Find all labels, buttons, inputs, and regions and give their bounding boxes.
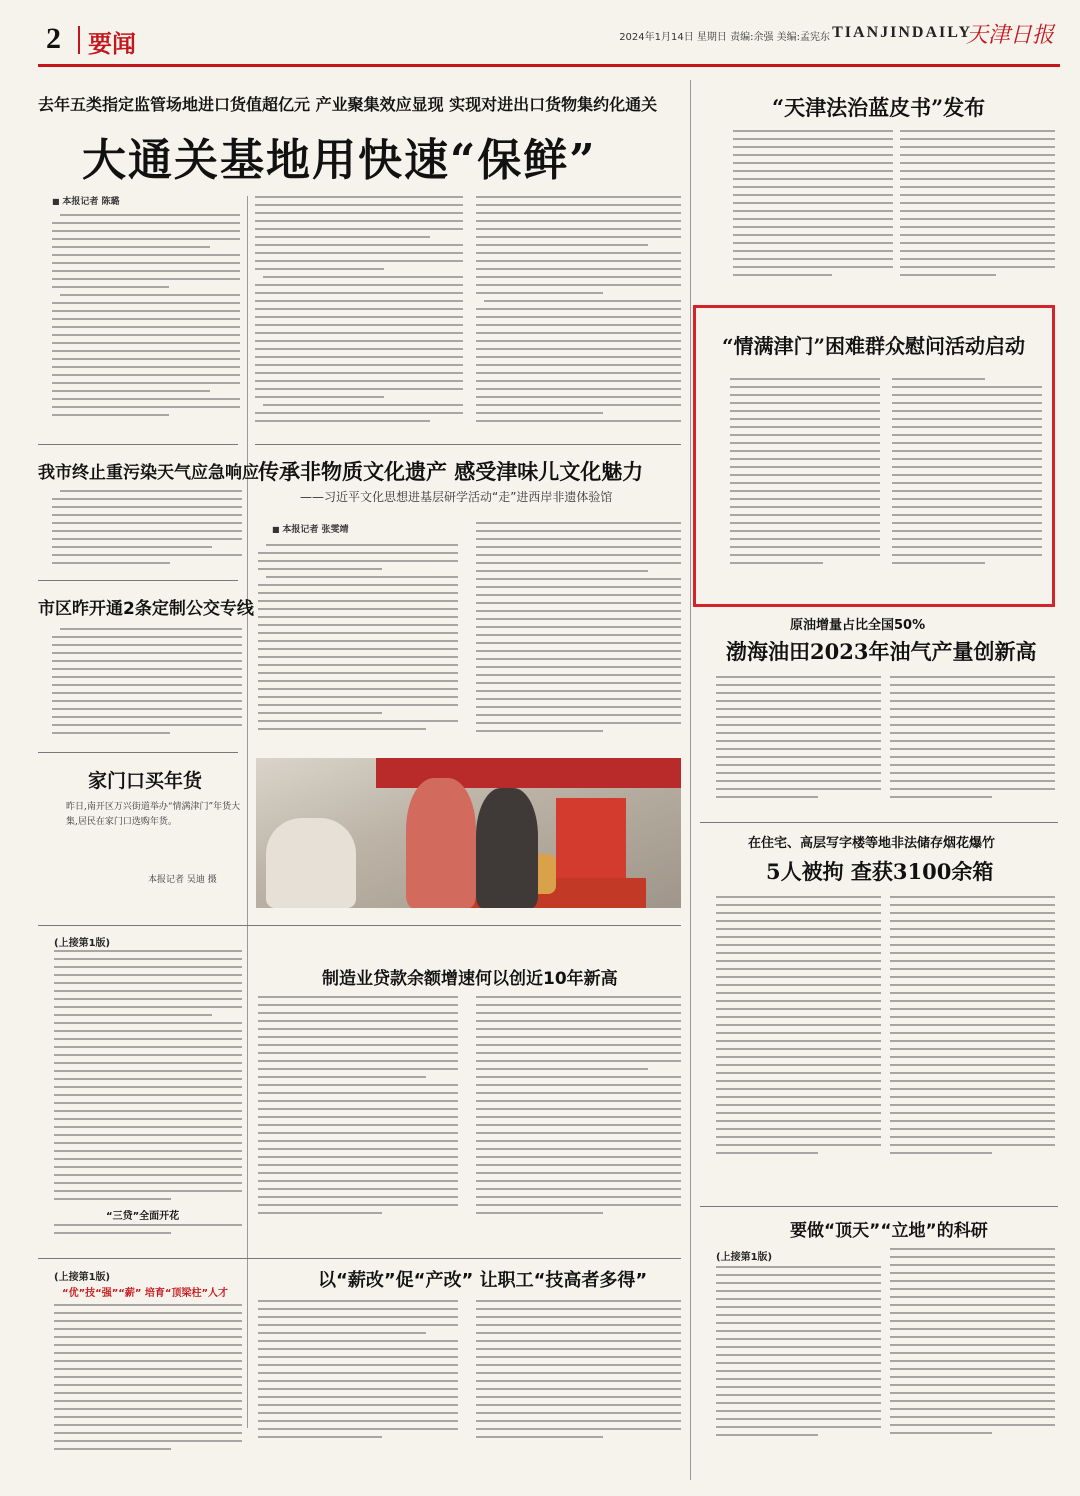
continued-label: (上接第1版) <box>716 1252 773 1263</box>
lead-text-col2 <box>255 196 463 428</box>
highlight-title: “情满津门”困难群众慰问活动启动 <box>722 334 1026 358</box>
continued-label: (上接第1版) <box>54 1272 111 1283</box>
section-rule <box>255 444 681 445</box>
fireworks-text-col1 <box>716 896 881 1160</box>
continued-text <box>54 950 242 1206</box>
masthead-logo: 天津日报 <box>965 23 1054 48</box>
story-bus-title: 市区昨开通2条定制公交专线 <box>38 599 254 619</box>
bluebook-title: “天津法治蓝皮书”发布 <box>772 95 986 120</box>
research-title: 要做“顶天”“立地”的科研 <box>790 1221 988 1241</box>
section-rule <box>700 822 1058 823</box>
header-rule <box>38 64 1060 67</box>
section-rule <box>38 444 238 445</box>
fireworks-kicker: 在住宅、高层写字楼等地非法储存烟花爆竹 <box>748 836 996 851</box>
page-header <box>38 18 1060 62</box>
oil-text-col2 <box>890 676 1055 804</box>
section-name: 要闻 <box>88 30 136 58</box>
bluebook-text-col2 <box>900 130 1055 282</box>
lead-byline: ■ 本报记者 陈璐 <box>52 194 119 207</box>
oil-headline: 渤海油田2023年油气产量创新高 <box>726 639 1037 664</box>
section-rule <box>38 752 238 753</box>
loan-text-col1 <box>258 996 458 1220</box>
loan-text-col2 <box>476 996 681 1220</box>
bluebook-text-col1 <box>733 130 893 282</box>
photo-credit: 本报记者 吴迪 摄 <box>148 875 217 885</box>
story-bus-text <box>52 628 242 740</box>
highlight-text-col1 <box>730 378 880 570</box>
section-rule <box>38 580 238 581</box>
sub-head-talent: “优”技“强”“薪” 培育“顶梁柱”人才 <box>62 1288 229 1299</box>
lead-kicker: 去年五类指定监管场地进口货值超亿元 产业聚集效应显现 实现对进出口货物集约化通关 <box>38 95 658 114</box>
photo-person <box>406 778 476 908</box>
oil-kicker: 原油增量占比全国50% <box>790 618 926 633</box>
section-rule <box>38 1258 681 1259</box>
lead-headline: 大通关基地用快速“保鲜” <box>82 135 597 186</box>
story-pollution-title: 我市终止重污染天气应急响应 <box>38 463 259 483</box>
salary-text-col2 <box>476 1300 681 1444</box>
lead-text-col1 <box>52 214 240 422</box>
section-rule <box>700 1206 1058 1207</box>
continued-text <box>54 1224 242 1240</box>
research-text-col2 <box>890 1248 1055 1440</box>
lead-text-col3 <box>476 196 681 428</box>
photo-caption: 昨日,南开区万兴街道举办“情满津门”年货大集,居民在家门口选购年货。 <box>66 802 241 827</box>
fireworks-text-col2 <box>890 896 1055 1160</box>
date-line: 2024年1月14日 星期日 责编:余强 美编:孟宪东 <box>619 32 830 43</box>
header-divider <box>78 26 80 54</box>
page-number: 2 <box>46 22 61 55</box>
highlight-text-col2 <box>892 378 1042 570</box>
heritage-subheadline: ——习近平文化思想进基层研学活动“走”进西岸非遗体验馆 <box>300 490 613 504</box>
photo-stall <box>266 818 356 908</box>
oil-text-col1 <box>716 676 881 804</box>
photo-person <box>476 788 538 908</box>
continued-label: (上接第1版) <box>54 938 111 949</box>
heritage-headline: 传承非物质文化遗产 感受津味儿文化魅力 <box>258 459 644 484</box>
fireworks-headline: 5人被拘 查获3100余箱 <box>766 859 994 884</box>
section-rule <box>38 925 681 926</box>
photo-title: 家门口买年货 <box>88 770 203 792</box>
story-pollution-text <box>52 490 242 570</box>
column-divider <box>247 196 248 1428</box>
continued-text <box>54 1304 242 1456</box>
research-text-col1 <box>716 1266 881 1442</box>
heritage-text-col1 <box>258 544 458 736</box>
heritage-byline: ■ 本报记者 张雯靖 <box>272 522 348 535</box>
sub-head-loans: “三贷”全面开花 <box>106 1211 180 1222</box>
english-masthead: TIANJINDAILY <box>832 24 972 41</box>
heritage-text-col2 <box>476 522 681 738</box>
salary-text-col1 <box>258 1300 458 1444</box>
loan-headline: 制造业贷款余额增速何以创近10年新高 <box>322 969 618 989</box>
salary-headline: 以“薪改”促“产改” 让职工“技高者多得” <box>318 1270 648 1291</box>
news-photo <box>256 758 681 908</box>
highlighted-article-box <box>693 305 1055 607</box>
column-divider <box>690 80 691 1480</box>
